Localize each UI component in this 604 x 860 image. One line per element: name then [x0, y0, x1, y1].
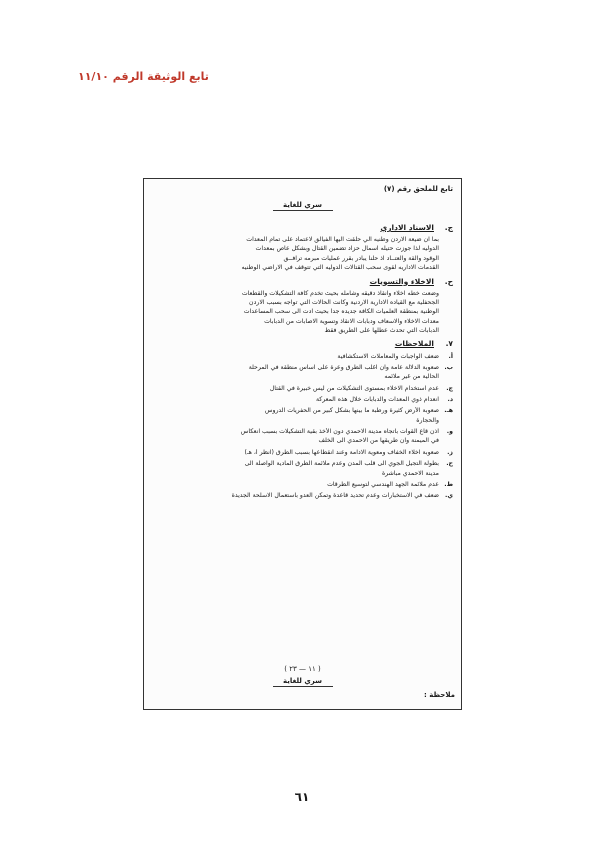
item-letter: أ.: [448, 352, 453, 360]
observation-item: [150, 428, 453, 447]
item-letter: ج.: [446, 384, 453, 392]
item-letter: ي.: [444, 492, 453, 500]
page-number: ٦١: [294, 790, 310, 804]
paragraph-line: الدبابات التي تحدث عطلها على الطريق فقط: [324, 327, 439, 335]
document-body: [150, 219, 453, 504]
observation-item: [150, 353, 453, 362]
section-heading-observations: [150, 339, 453, 349]
section-paragraph: [150, 290, 453, 336]
item-line: انعدام ذوي المعدات والدبابات خلال هذه المعركة: [315, 396, 439, 404]
note-label: ملاحظة :: [424, 691, 455, 699]
section-paragraph: [150, 236, 453, 272]
section-number: ٧.: [445, 339, 453, 349]
item-letter: و.: [446, 428, 453, 436]
paragraph-line: الدوليه لذا جوزت حتيله اسمال حزاد تضمين القتال وبشكل عاص بمعدات: [255, 245, 439, 253]
section-number: ج.: [444, 223, 453, 232]
annex-reference: تابع للملحق رقم (٧): [383, 185, 453, 193]
item-line: ضعف الواجبات والمعاملات الاستكشافية: [337, 352, 439, 360]
item-line: والحجارة: [416, 416, 439, 424]
section-number: ح.: [444, 276, 453, 286]
observation-item: [150, 449, 453, 458]
item-line: بطولة التجيل الجوي الى قلب المدن وعدم ملائمة الطرق المادية الواصلة الى: [244, 460, 439, 468]
item-line: في الميمنة وان طريقها من الاحمدي الى الخلف: [318, 437, 439, 445]
paragraph-line: بما ان ضيعة الاردن وطنيه الي حلقت اليها الفيالق لاعتماد على تمام المعدات: [246, 236, 439, 244]
paragraph-line: وضعت خطه اخلاء وانقاذ دقيقه وشامله بحيث تخدم كافة التشكيلات والقطعات: [241, 289, 439, 297]
item-letter: ط.: [444, 480, 453, 488]
paragraph-line: معدات الاخلاء والاسعاف ودبابات الانقاذ وتسوية الاصابات من الدبابات: [264, 317, 439, 325]
observation-item: [150, 481, 453, 490]
section-heading-admin: [150, 223, 453, 233]
section-label: الاخلاء والتسويات: [369, 276, 434, 286]
item-letter: ز.: [447, 448, 453, 456]
item-line: الحالية من غير ملائمه: [384, 373, 439, 381]
item-line: مدينة الاحمدي مباشرة: [381, 469, 439, 477]
item-line: ضعف في الاستخبارات وعدم تحديد قاعدة وتمكن العدو باستعمال الاسلحة الجديدة: [231, 492, 439, 500]
item-line: صعوبة الدلالة عامة وان اغلب الطرق وعرة على اساس منطقة في المرحلة: [248, 363, 439, 371]
item-line: صعوبة الأرض كثيرة ورطبة ما بينها بشكل كبير من الحفريات الدروس: [264, 407, 439, 415]
section-label: الاسناد الاداري: [380, 223, 434, 232]
paragraph-line: الوطنية بمنطقة العلميات الكافة جديده جدا بحيث ادت الى سحب المساعدات: [243, 308, 439, 316]
observation-item: [150, 385, 453, 394]
item-line: اذن قاع القوات باتجاه مدينة الاحمدي دون الأخذ بقية التشكيلات بسبب انعكاس: [240, 428, 439, 436]
document-page-code: ( ١١ — ٢٣ ): [284, 665, 321, 673]
item-line: عدم ملائمة الجهد الهندسي لتوسيع الطرقات: [327, 480, 439, 488]
observation-item: [150, 492, 453, 501]
paragraph-line: الوقود والقة والعتــاد اذ حلنا يبادر بقرر عمليات مبرمه ترافــق: [283, 254, 439, 262]
item-letter: ب.: [444, 363, 453, 371]
item-line: عدم استخدام الاخلاء بمستوى التشكيلات من ليس خبيرة في القتال: [269, 384, 439, 392]
observation-item: [150, 396, 453, 405]
observation-item: [150, 407, 453, 426]
section-label: الملاحظات: [394, 339, 434, 349]
annex-document-frame: [143, 178, 462, 710]
item-line: صعوبة اخلاء الخفاف ومعوية الادامة وعند انقطاعها بسبب الطرق (انظر أ، هـ): [244, 448, 439, 456]
observation-item: [150, 460, 453, 479]
section-heading-evacuation: [150, 277, 453, 287]
paragraph-line: القدمات الاداريه لقوى سحب القتالات الدوليه التي تتوقف في الاراضي الوطنيه: [241, 264, 439, 272]
item-letter: هـ.: [444, 407, 453, 415]
classification-top: سري للغاية: [144, 201, 461, 211]
observation-item: [150, 364, 453, 383]
paragraph-line: الجحفلية مع القياده الادارية الاردنية وكانت الحالات التي تواجه بسبب الاردن: [249, 299, 439, 307]
page-header-title: تابع الوثيقة الرقم ١١/١٠: [78, 70, 209, 83]
classification-bottom: سري للغاية: [144, 677, 461, 687]
item-letter: ح.: [446, 460, 453, 468]
item-letter: د.: [447, 396, 453, 404]
